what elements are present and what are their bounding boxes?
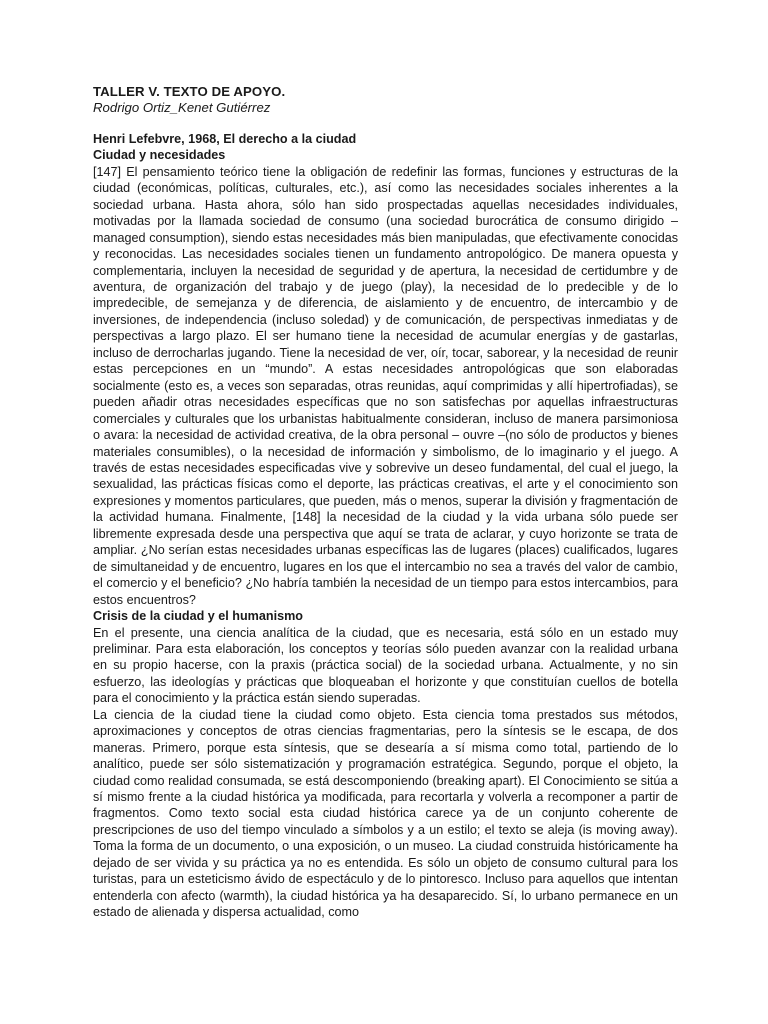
section2-paragraph-2: La ciencia de la ciudad tiene la ciudad como objeto. Esta ciencia toma prestados sus métodos, aproximaciones y conceptos de otras ciencias fragmentarias, pero la síntesis se le escapa, de dos maneras. Primero, porque esta síntesis, que se desearía a sí misma como total, partiendo de lo analítico, puede ser sólo sistematización y programación estratégica. Segundo, porque el objeto, la ciudad como realidad consumada, se está descomponiendo (breaking apart). El Conocimiento se sitúa a sí mismo frente a la ciudad histórica ya modificada, para recortarla y volverla a recomponer a partir de fragmentos. Como texto social esta ciudad histórica carece ya de un conjunto coherente de prescripciones de uso del tiempo vinculado a símbolos y a un estilo; el texto se aleja (is moving away). Toma la forma de un documento, o una exposición, o un museo. La ciudad construida históricamente ha dejado de ser vivida y su práctica ya no es entendida. Es sólo un objeto de consumo cultural para los turistas, para un esteticismo ávido de espectáculo y de lo pintoresco. Incluso para aquellos que intentan entenderla con afecto (warmth), la ciudad histórica ya ha desaparecido. Sí, lo urbano permanece en un estado de alienada y dispersa actualidad, como xyxy=(93,707,678,920)
section-heading-ciudad-y-necesidades: Ciudad y necesidades xyxy=(93,148,226,163)
section1-paragraph: [147] El pensamiento teórico tiene la obligación de redefinir las formas, funciones y estructuras de la ciudad (económicas, políticas, culturales, etc.), así como las necesidades sociales inherentes a la sociedad urbana. Hasta ahora, sólo han sido prospectadas aquellas necesidades individuales, motivadas por la llamada sociedad de consumo (una sociedad burocrática de consumo dirigido – managed consumption), siendo estas necesidades más bien manipuladas, que efectivamente conocidas y reconocidas. Las necesidades sociales tienen un fundamento antropológico. De manera opuesta y complementaria, incluyen la necesidad de seguridad y de apertura, la necesidad de certidumbre y de aventura, de organización del trabajo y de juego (play), la necesidad de lo predecible y de lo impredecible, de semejanza y de diferencia, de aislamiento y de encuentro, de intercambio y de inversiones, de independencia (incluso soledad) y de comunicación, de perspectivas inmediatas y de perspectivas a largo plazo. El ser humano tiene la necesidad de acumular energías y de gastarlas, incluso de derrocharlas jugando. Tiene la necesidad de ver, oír, tocar, saborear, y la necesidad de reunir estas percepciones en un “mundo”. A estas necesidades antropológicas que son elaboradas socialmente (esto es, a veces son separadas, otras reunidas, aquí comprimidas y allí hipertrofiadas), se pueden añadir otras necesidades específicas que no son satisfechas por aquellas infraestructuras comerciales y culturales que los urbanistas habitualmente consideran, incluso de manera parsimoniosa o avara: la necesidad de actividad creativa, de la obra personal – ouvre –(no sólo de productos y bienes materiales consumibles), o la necesidad de información y simbolismo, de lo imaginario y el juego. A través de estas necesidades especificadas vive y sobrevive un deseo fundamental, del cual el juego, la sexualidad, las prácticas físicas como el deporte, las prácticas creativas, el arte y el conocimiento son expresiones y momentos particulares, que pueden, más o menos, superar la división y fragmentación de la actividad humana. Finalmente, [148] la necesidad de la ciudad y la vida urbana sólo puede ser libremente expresada desde una perspectiva que aquí se trata de aclarar, y cuyo horizonte se trata de ampliar. ¿No serían estas necesidades urbanas específicas las de lugares (places) cualificados, lugares de simultaneidad y de encuentro, lugares en los que el intercambio no sea a través del valor de cambio, el comercio y el beneficio? ¿No habría también la necesidad de un tiempo para estos intercambios, para estos encuentros? xyxy=(93,164,678,607)
document-authors: Rodrigo Ortiz_Kenet Gutiérrez xyxy=(93,100,271,116)
section2-paragraph-1: En el presente, una ciencia analítica de la ciudad, que es necesaria, está sólo en un estado muy preliminar. Para esta elaboración, los conceptos y teorías sólo pueden avanzar con la realidad urbana en su propio hacerse, con la praxis (práctica social) de la sociedad urbana. Actualmente, y no sin esfuerzo, las ideologías y prácticas que bloqueaban el horizonte y que constituían cuellos de botella para el conocimiento y la práctica están siendo superadas. xyxy=(93,625,678,706)
source-heading: Henri Lefebvre, 1968, El derecho a la ciudad xyxy=(93,131,357,146)
section-heading-crisis: Crisis de la ciudad y el humanismo xyxy=(93,609,303,624)
document-title: TALLER V. TEXTO DE APOYO. xyxy=(93,84,286,99)
